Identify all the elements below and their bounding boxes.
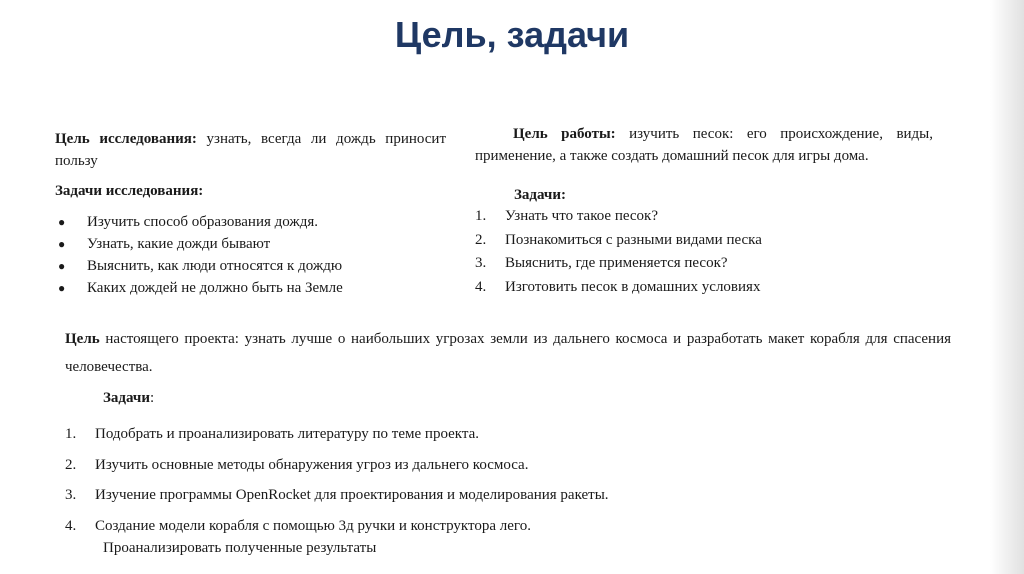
list-item: 2. Познакомиться с разными видами песка xyxy=(475,231,762,248)
left-goal xyxy=(55,128,446,172)
list-item: ● Узнать, какие дожди бывают xyxy=(55,233,455,255)
list-item: 3. Выяснить, где применяется песок? xyxy=(475,255,728,271)
bottom-tasks-heading: Задачи: xyxy=(103,390,155,406)
bottom-tasks-list xyxy=(65,419,965,541)
list-item: 4. Изготовить песок в домашних условиях xyxy=(475,278,761,295)
left-goal-text: узнать, всегда ли дождь приносит пользу xyxy=(55,131,447,169)
list-item: 2. Изучить основные методы обнаружения угроз из дальнего космоса. xyxy=(65,456,529,473)
list-item: ● Изучить способ образования дождя. xyxy=(55,211,455,233)
slide-title: Цель, задачи xyxy=(394,14,630,55)
left-tasks-heading: Задачи исследования: xyxy=(55,183,204,199)
bottom-goal-text: настоящего проекта: узнать лучше о наибольших угрозах земли из дальнего космоса и разработать макет корабля для спасения человечества. xyxy=(65,331,952,375)
bullet-icon: ● xyxy=(58,281,66,295)
right-tasks-heading: Задачи: xyxy=(514,187,567,203)
right-goal-label: Цель работы: xyxy=(513,126,616,142)
list-item: ● Выяснить, как люди относятся к дождю xyxy=(55,255,455,277)
list-item: 3. Изучение программы OpenRocket для проектирования и моделирования ракеты. xyxy=(65,487,609,503)
list-item: 1. Узнать что такое песок? xyxy=(475,208,658,224)
list-item: 1. Подобрать и проанализировать литературу по теме проекта. xyxy=(65,426,480,442)
slide-edge-shadow xyxy=(990,0,1024,574)
list-item: ● Каких дождей не должно быть на Земле xyxy=(55,277,455,299)
right-goal-text: изучить песок: его происхождение, виды, применение, а также создать домашний песок для игры дома. xyxy=(475,126,934,164)
left-tasks-list xyxy=(55,211,455,299)
bottom-final-line: Проанализировать полученные результаты xyxy=(103,540,377,556)
left-goal-label: Цель исследования: xyxy=(55,131,197,147)
right-goal xyxy=(475,123,933,167)
bullet-icon: ● xyxy=(58,237,66,251)
right-tasks-list xyxy=(475,205,935,299)
bullet-icon: ● xyxy=(58,215,66,229)
list-item: 4. Создание модели корабля с помощью 3д ручки и конструктора лего. xyxy=(65,517,531,534)
bullet-icon: ● xyxy=(58,259,66,273)
bottom-goal xyxy=(65,325,951,381)
bottom-goal-label: Цель xyxy=(65,331,100,347)
